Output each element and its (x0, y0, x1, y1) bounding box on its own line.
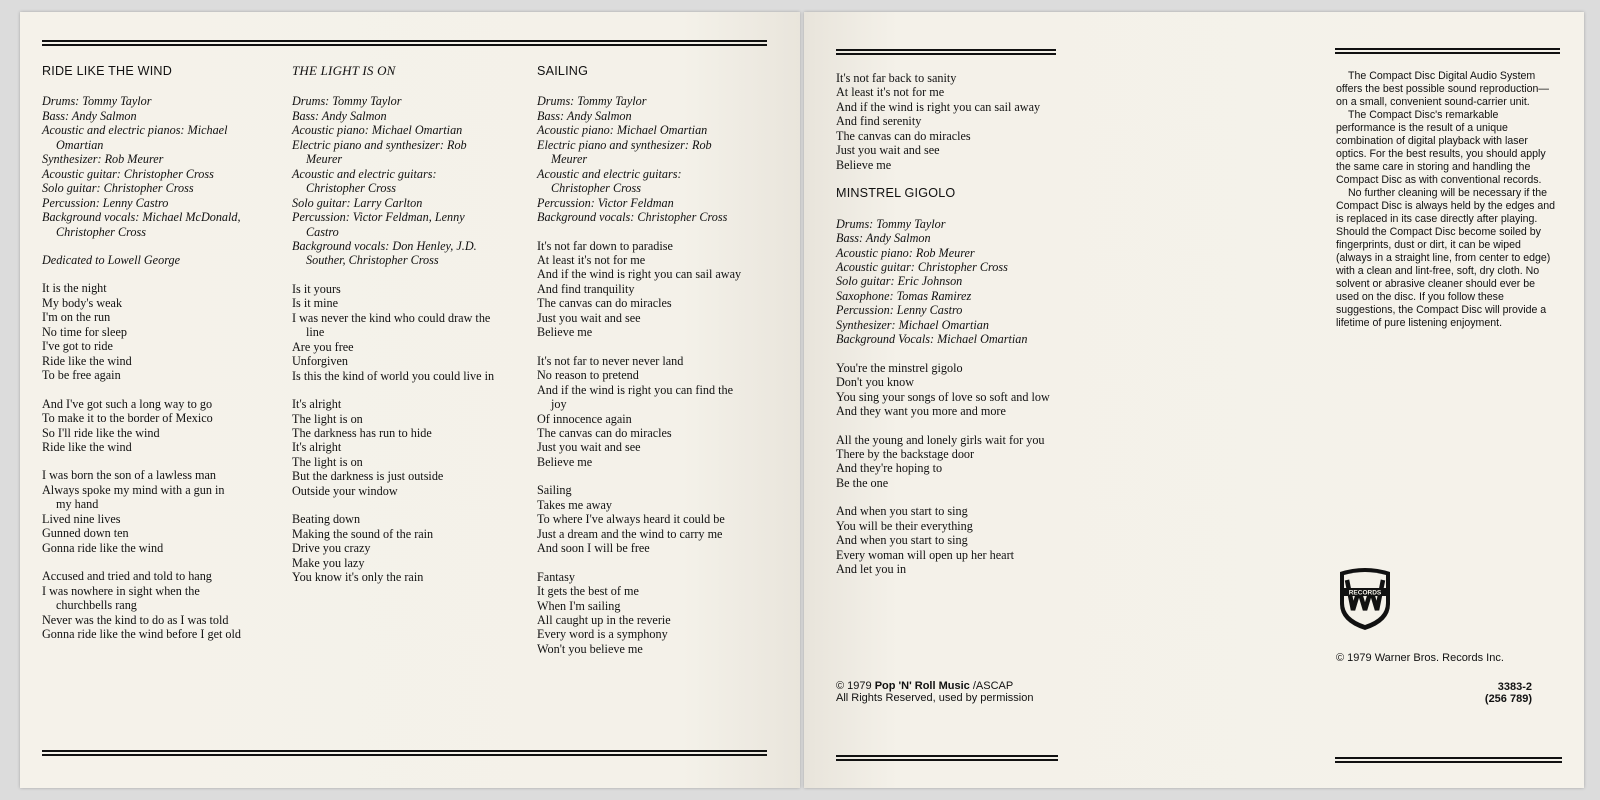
lyrics (42, 281, 242, 641)
catalog-sub: (256 789) (1484, 693, 1532, 705)
lyric-line: Gunned down ten (42, 526, 129, 541)
lyric-line: I was nowhere in sight when the churchbells rang (42, 583, 200, 613)
lyric-line: You're the minstrel gigolo (836, 360, 963, 375)
lyric-line: No reason to pretend (537, 368, 639, 383)
song-title: MINSTREL GIGOLO (836, 186, 956, 201)
bottom-rule-left (42, 750, 767, 756)
lyric-line: Won't you believe me (537, 641, 643, 656)
credit-line: Background Vocals: Michael Omartian (836, 332, 1028, 347)
lyrics-copyright (836, 680, 1033, 704)
lyric-line: I've got to ride (42, 339, 113, 354)
stanza (537, 570, 742, 657)
lyric-line: Takes me away (537, 497, 612, 512)
lyric-line: To where I've always heard it could be (537, 512, 725, 527)
credit-line: Drums: Tommy Taylor (836, 216, 946, 231)
lyric-line: The light is on (292, 411, 363, 426)
lyric-line: It is the night (42, 281, 107, 296)
lyric-line: All caught up in the reverie (537, 612, 671, 627)
credit-line: Background vocals: Christopher Cross (537, 210, 728, 225)
label-copyright: © 1979 Warner Bros. Records Inc. (1336, 652, 1504, 664)
credits (537, 94, 742, 224)
top-rule-left (42, 40, 767, 46)
lyric-line: And when you start to sing (836, 533, 968, 548)
stanza (42, 281, 242, 382)
lyric-line: To be free again (42, 368, 121, 383)
stanza (292, 397, 497, 498)
lyric-line: Making the sound of the rain (292, 526, 434, 541)
lyric-line: Accused and tried and told to hang (42, 569, 212, 584)
lyric-line: Believe me (537, 325, 593, 340)
lyric-line: It's not far down to paradise (537, 238, 673, 253)
stanza (836, 433, 1056, 491)
lyric-line: Just a dream and the wind to carry me (537, 526, 723, 541)
lyric-line: You know it's only the rain (292, 570, 424, 585)
notice-paragraph: The Compact Disc's remarkable performance is the result of a unique combination of digital playback with laser optics. For the best results, you should apply the same care in storing and handling the Compact Disc as with conventional records. (1336, 109, 1546, 186)
stanza (836, 361, 1056, 419)
credit-line: Electric piano and synthesizer: Rob Meurer (292, 137, 467, 167)
stanza (836, 504, 1056, 576)
lyric-line: And if the wind is right you can sail away (836, 99, 1041, 114)
credit-line: Percussion: Victor Feldman, Lenny Castro (292, 210, 465, 239)
credit-line: Drums: Tommy Taylor (537, 94, 647, 109)
credit-line: Acoustic piano: Michael Omartian (537, 123, 708, 138)
stanza (42, 468, 242, 555)
top-rule-right (1335, 48, 1560, 54)
lyric-line: Are you free (292, 339, 354, 354)
credit-line: Acoustic guitar: Christopher Cross (836, 259, 1008, 274)
lyric-line: And soon I will be free (537, 541, 650, 556)
lyric-line: There by the backstage door (836, 446, 975, 461)
lyric-line: But the darkness is just outside (292, 469, 444, 484)
lyric-line: At least it's not for me (537, 252, 646, 267)
credits (292, 94, 497, 267)
lyrics (537, 239, 742, 657)
lyric-line: And if the wind is right you can sail away (537, 267, 742, 282)
stanza (42, 569, 242, 641)
lyric-line: It's alright (292, 397, 342, 412)
compact-disc-notice (1336, 70, 1556, 330)
lyric-line: And I've got such a long way to go (42, 396, 213, 411)
credit-line: Acoustic and electric pianos: Michael Omartian (42, 123, 228, 152)
lyric-line: The darkness has run to hide (292, 425, 432, 440)
lyric-line: At least it's not for me (836, 85, 945, 100)
notice-paragraph: The Compact Disc Digital Audio System offers the best possible sound reproduction—on a small, convenient sound-carrier unit. (1336, 70, 1549, 108)
lyric-line: Every word is a symphony (537, 627, 668, 642)
lyric-line: Just you wait and see (537, 440, 641, 455)
bottom-rule-right (1335, 757, 1562, 763)
lyric-line: Is it yours (292, 281, 341, 296)
credit-line: Bass: Andy Salmon (42, 108, 137, 123)
credit-line: Solo guitar: Eric Johnson (836, 274, 963, 289)
lyric-line: The light is on (292, 454, 363, 469)
stanza (836, 71, 1056, 172)
credit-line: Drums: Tommy Taylor (42, 94, 152, 109)
catalog-number (1460, 681, 1532, 705)
credit-line: Electric piano and synthesizer: Rob Meurer (537, 137, 712, 167)
song-title: RIDE LIKE THE WIND (42, 64, 173, 78)
notice-paragraph: No further cleaning will be necessary if the Compact Disc is always held by the edges and is replaced in its case directly after playing. Should the Compact Disc become soiled by fingerprints, dust or dirt, it can be wiped (always in a straight line, from center to edge) with a clean and lint-free, soft, dry cloth. No solvent or abrasive cleaner should ever be used on the disc. If you follow these suggestions, the Compact Disc will provide a lifetime of pure listening enjoyment. (1336, 187, 1556, 329)
stanza (537, 483, 742, 555)
lyric-line: Just you wait and see (836, 143, 940, 158)
lyric-line: When I'm sailing (537, 598, 621, 613)
lyric-line: Always spoke my mind with a gun in my hand (42, 482, 225, 512)
credit-line: Bass: Andy Salmon (537, 108, 632, 123)
credit-line: Saxophone: Tomas Ramirez (836, 288, 972, 303)
lyric-line: And they want you more and more (836, 404, 1006, 419)
credits (42, 94, 242, 239)
song-title: SAILING (537, 64, 589, 78)
lyric-line: No time for sleep (42, 324, 127, 339)
lyric-line: You sing your songs of love so soft and low (836, 389, 1050, 404)
lyric-line: Ride like the wind (42, 439, 132, 454)
lyric-line: Lived nine lives (42, 511, 121, 526)
copyright-suffix: /ASCAP (969, 680, 1014, 692)
lyric-line: Ride like the wind (42, 353, 132, 368)
lyric-line: I'm on the run (42, 310, 111, 325)
lyric-line: The canvas can do miracles (537, 425, 672, 440)
lyric-line: Beating down (292, 512, 361, 527)
bottom-rule-middle (836, 755, 1058, 761)
credit-line: Bass: Andy Salmon (292, 108, 387, 123)
dedication: Dedicated to Lowell George (42, 252, 180, 267)
lyric-line: Believe me (537, 454, 593, 469)
logo-text: RECORDS (1348, 589, 1382, 597)
lyric-line: And they're hoping to (836, 461, 943, 476)
publisher: Pop 'N' Roll Music (874, 680, 970, 692)
lyric-line: Every woman will open up her heart (836, 547, 1015, 562)
lyric-line: The canvas can do miracles (836, 128, 971, 143)
lyric-line: I was never the kind who could draw the line (292, 310, 491, 340)
song-sailing (537, 64, 742, 670)
stanza (292, 282, 497, 383)
credit-line: Solo guitar: Larry Carlton (292, 195, 423, 210)
lyrics (836, 361, 1056, 577)
stanza (537, 354, 742, 470)
catalog-main: 3383-2 (1497, 681, 1532, 693)
lyric-line: Never was the kind to do as I was told (42, 612, 229, 627)
credit-line: Acoustic piano: Rob Meurer (836, 245, 975, 260)
lyric-line: You will be their everything (836, 518, 973, 533)
lyric-line: And let you in (836, 562, 907, 577)
lyric-line: Is it mine (292, 296, 339, 311)
lyric-line: Believe me (836, 157, 892, 172)
lyric-line: To make it to the border of Mexico (42, 411, 213, 426)
credit-line: Background vocals: Michael McDonald, Christopher Cross (42, 210, 241, 239)
stanza (292, 512, 497, 584)
credit-line: Acoustic and electric guitars: Christopher Cross (292, 166, 437, 196)
copyright-rights: All Rights Reserved, used by permission (836, 692, 1034, 704)
lyric-line: It's not far to never never land (537, 353, 684, 368)
warner-bros-records-logo (1336, 566, 1394, 632)
lyric-line: It gets the best of me (537, 584, 639, 599)
credit-line: Percussion: Lenny Castro (42, 195, 169, 210)
credit-line: Percussion: Victor Feldman (537, 195, 674, 210)
lyric-line: My body's weak (42, 295, 123, 310)
song-ride-like-the-wind (42, 64, 242, 655)
lyric-line: And if the wind is right you can find the joy (537, 382, 733, 412)
credit-line: Acoustic and electric guitars: Christopher Cross (537, 166, 682, 196)
copyright-prefix: © 1979 (836, 680, 875, 692)
lyric-line: And find tranquility (537, 281, 635, 296)
lyric-line: Don't you know (836, 375, 915, 390)
credit-line: Synthesizer: Rob Meurer (42, 152, 164, 167)
lyric-line: Fantasy (537, 569, 575, 584)
credit-line: Acoustic guitar: Christopher Cross (42, 166, 214, 181)
credit-line: Drums: Tommy Taylor (292, 94, 402, 109)
credit-line: Solo guitar: Christopher Cross (42, 181, 194, 196)
credit-line: Synthesizer: Michael Omartian (836, 317, 989, 332)
lyric-line: All the young and lonely girls wait for you (836, 432, 1045, 447)
lyric-line: And find serenity (836, 114, 922, 129)
lyric-line: The canvas can do miracles (537, 296, 672, 311)
song-sailing-continued-and-minstrel-gigolo (836, 71, 1056, 591)
credit-line: Bass: Andy Salmon (836, 231, 931, 246)
lyric-line: Just you wait and see (537, 310, 641, 325)
credit-line: Acoustic piano: Michael Omartian (292, 123, 463, 138)
lyric-line: Drive you crazy (292, 541, 371, 556)
lyric-line: Unforgiven (292, 354, 348, 369)
lyric-line: Is this the kind of world you could live in (292, 368, 495, 383)
lyric-line: Gonna ride like the wind (42, 540, 164, 555)
lyric-line: I was born the son of a lawless man (42, 468, 216, 483)
lyric-line: Gonna ride like the wind before I get old (42, 626, 241, 641)
lyric-line: Of innocence again (537, 411, 632, 426)
lyric-line: Make you lazy (292, 555, 365, 570)
lyric-line: Sailing (537, 483, 572, 498)
stanza (537, 239, 742, 340)
lyrics (292, 282, 497, 585)
credit-line: Percussion: Lenny Castro (836, 303, 963, 318)
top-rule-middle (836, 49, 1056, 55)
credits (836, 217, 1056, 347)
song-title: THE LIGHT IS ON (292, 63, 396, 78)
lyric-line: It's alright (292, 440, 342, 455)
lyric-line: So I'll ride like the wind (42, 425, 160, 440)
lyric-line: And when you start to sing (836, 504, 968, 519)
stanza (42, 397, 242, 455)
song-the-light-is-on (292, 64, 497, 599)
credit-line: Background vocals: Don Henley, J.D. Souther, Christopher Cross (292, 238, 477, 268)
lyrics-sailing-continued (836, 71, 1056, 172)
lyric-line: It's not far back to sanity (836, 71, 957, 85)
lyric-line: Outside your window (292, 483, 398, 498)
lyric-line: Be the one (836, 475, 889, 490)
